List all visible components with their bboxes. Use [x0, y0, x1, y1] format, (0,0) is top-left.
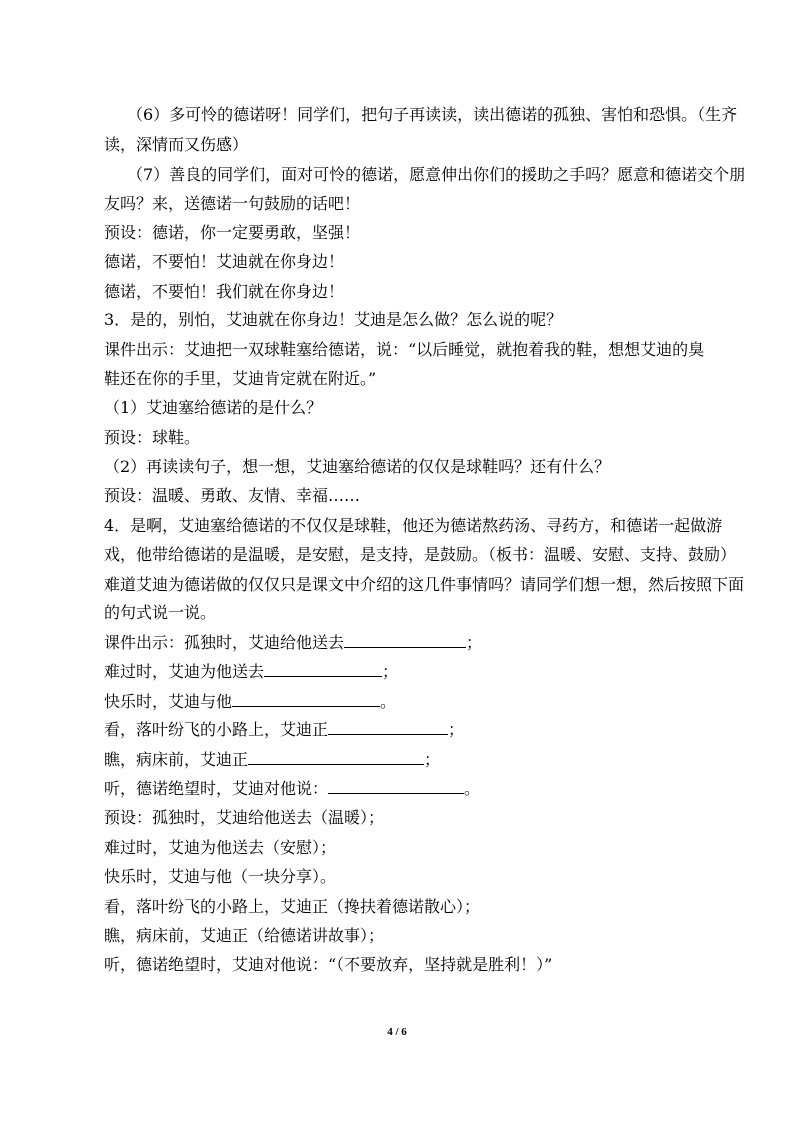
- answer-blank: [248, 750, 424, 765]
- paragraph-line: 难道艾迪为德诺做的仅仅只是课文中介绍的这几件事情吗？请同学们想一想，然后按照下面: [104, 575, 745, 594]
- paragraph-line: 预设：温暖、勇敢、友情、幸福……: [104, 486, 361, 505]
- fill-in-line: 课件出示：孤独时，艾迪给他送去 ；: [104, 633, 483, 652]
- answer-blank: [328, 779, 464, 794]
- paragraph-line: 预设：德诺，你一定要勇敢，坚强！: [104, 223, 361, 242]
- answer-line: 听，德诺绝望时，艾迪对他说：“（不要放弃，坚持就是胜利！）”: [104, 955, 553, 974]
- paragraph-line: 读，深情而又伤感）: [104, 135, 249, 154]
- paragraph-line: （6）多可怜的德诺呀！同学们，把句子再读读，读出德诺的孤独、害怕和恐惧。（生齐: [127, 105, 738, 124]
- fill-in-line: 瞧，病床前，艾迪正 ；: [104, 750, 441, 769]
- paragraph-line: （2）再读读句子，想一想，艾迪塞给德诺的仅仅是球鞋吗？还有什么？: [104, 457, 611, 476]
- fill-in-line: 难过时，艾迪为他送去 ；: [104, 662, 399, 681]
- paragraph-line: 鞋还在你的手里，艾迪肯定就在附近。”: [104, 369, 377, 388]
- answer-blank: [328, 720, 448, 735]
- paragraph-line: （1）艾迪塞给德诺的是什么？: [104, 398, 323, 417]
- paragraph-line: 预设：球鞋。: [104, 428, 201, 447]
- answer-line: 看，落叶纷飞的小路上，艾迪正（搀扶着德诺散心）；: [104, 897, 481, 916]
- answer-line: 快乐时，艾迪与他（一块分享）。: [104, 867, 337, 886]
- answer-blank: [344, 633, 466, 648]
- page-number: 4 / 6: [387, 1026, 407, 1038]
- answer-blank: [264, 662, 382, 677]
- paragraph-line: 的句式说一说。: [104, 603, 217, 622]
- fill-in-line: 快乐时，艾迪与他 。: [104, 692, 397, 711]
- fill-in-line: 看，落叶纷飞的小路上，艾迪正 ；: [104, 720, 465, 739]
- paragraph-line: 4．是啊，艾迪塞给德诺的不仅仅是球鞋，他还为德诺熬药汤、寻药方，和德诺一起做游: [104, 516, 723, 535]
- paragraph-line: 德诺，不要怕！艾迪就在你身边！: [104, 252, 345, 271]
- paragraph-line: 3．是的，别怕，艾迪就在你身边！艾迪是怎么做？怎么说的呢？: [104, 310, 563, 329]
- answer-line: 难过时，艾迪为他送去（安慰）；: [104, 838, 337, 857]
- answer-line: 预设：孤独时，艾迪给他送去（温暖）；: [104, 808, 385, 827]
- answer-blank: [232, 692, 380, 707]
- paragraph-line: 课件出示：艾迪把一双球鞋塞给德诺，说：“以后睡觉，就抱着我的鞋，想想艾迪的臭: [104, 340, 705, 359]
- paragraph-line: （7）善良的同学们，面对可怜的德诺，愿意伸出你们的援助之手吗？愿意和德诺交个朋: [127, 165, 746, 184]
- fill-in-line: 听，德诺绝望时，艾迪对他说： 。: [104, 779, 481, 798]
- paragraph-line: 戏，他带给德诺的是温暖，是安慰，是支持，是鼓励。（板书：温暖、安慰、支持、鼓励）: [104, 545, 737, 564]
- answer-line: 瞧，病床前，艾迪正（给德诺讲故事）；: [104, 926, 385, 945]
- paragraph-line: 友吗？来，送德诺一句鼓励的话吧！: [104, 194, 361, 213]
- paragraph-line: 德诺，不要怕！我们就在你身边！: [104, 282, 345, 301]
